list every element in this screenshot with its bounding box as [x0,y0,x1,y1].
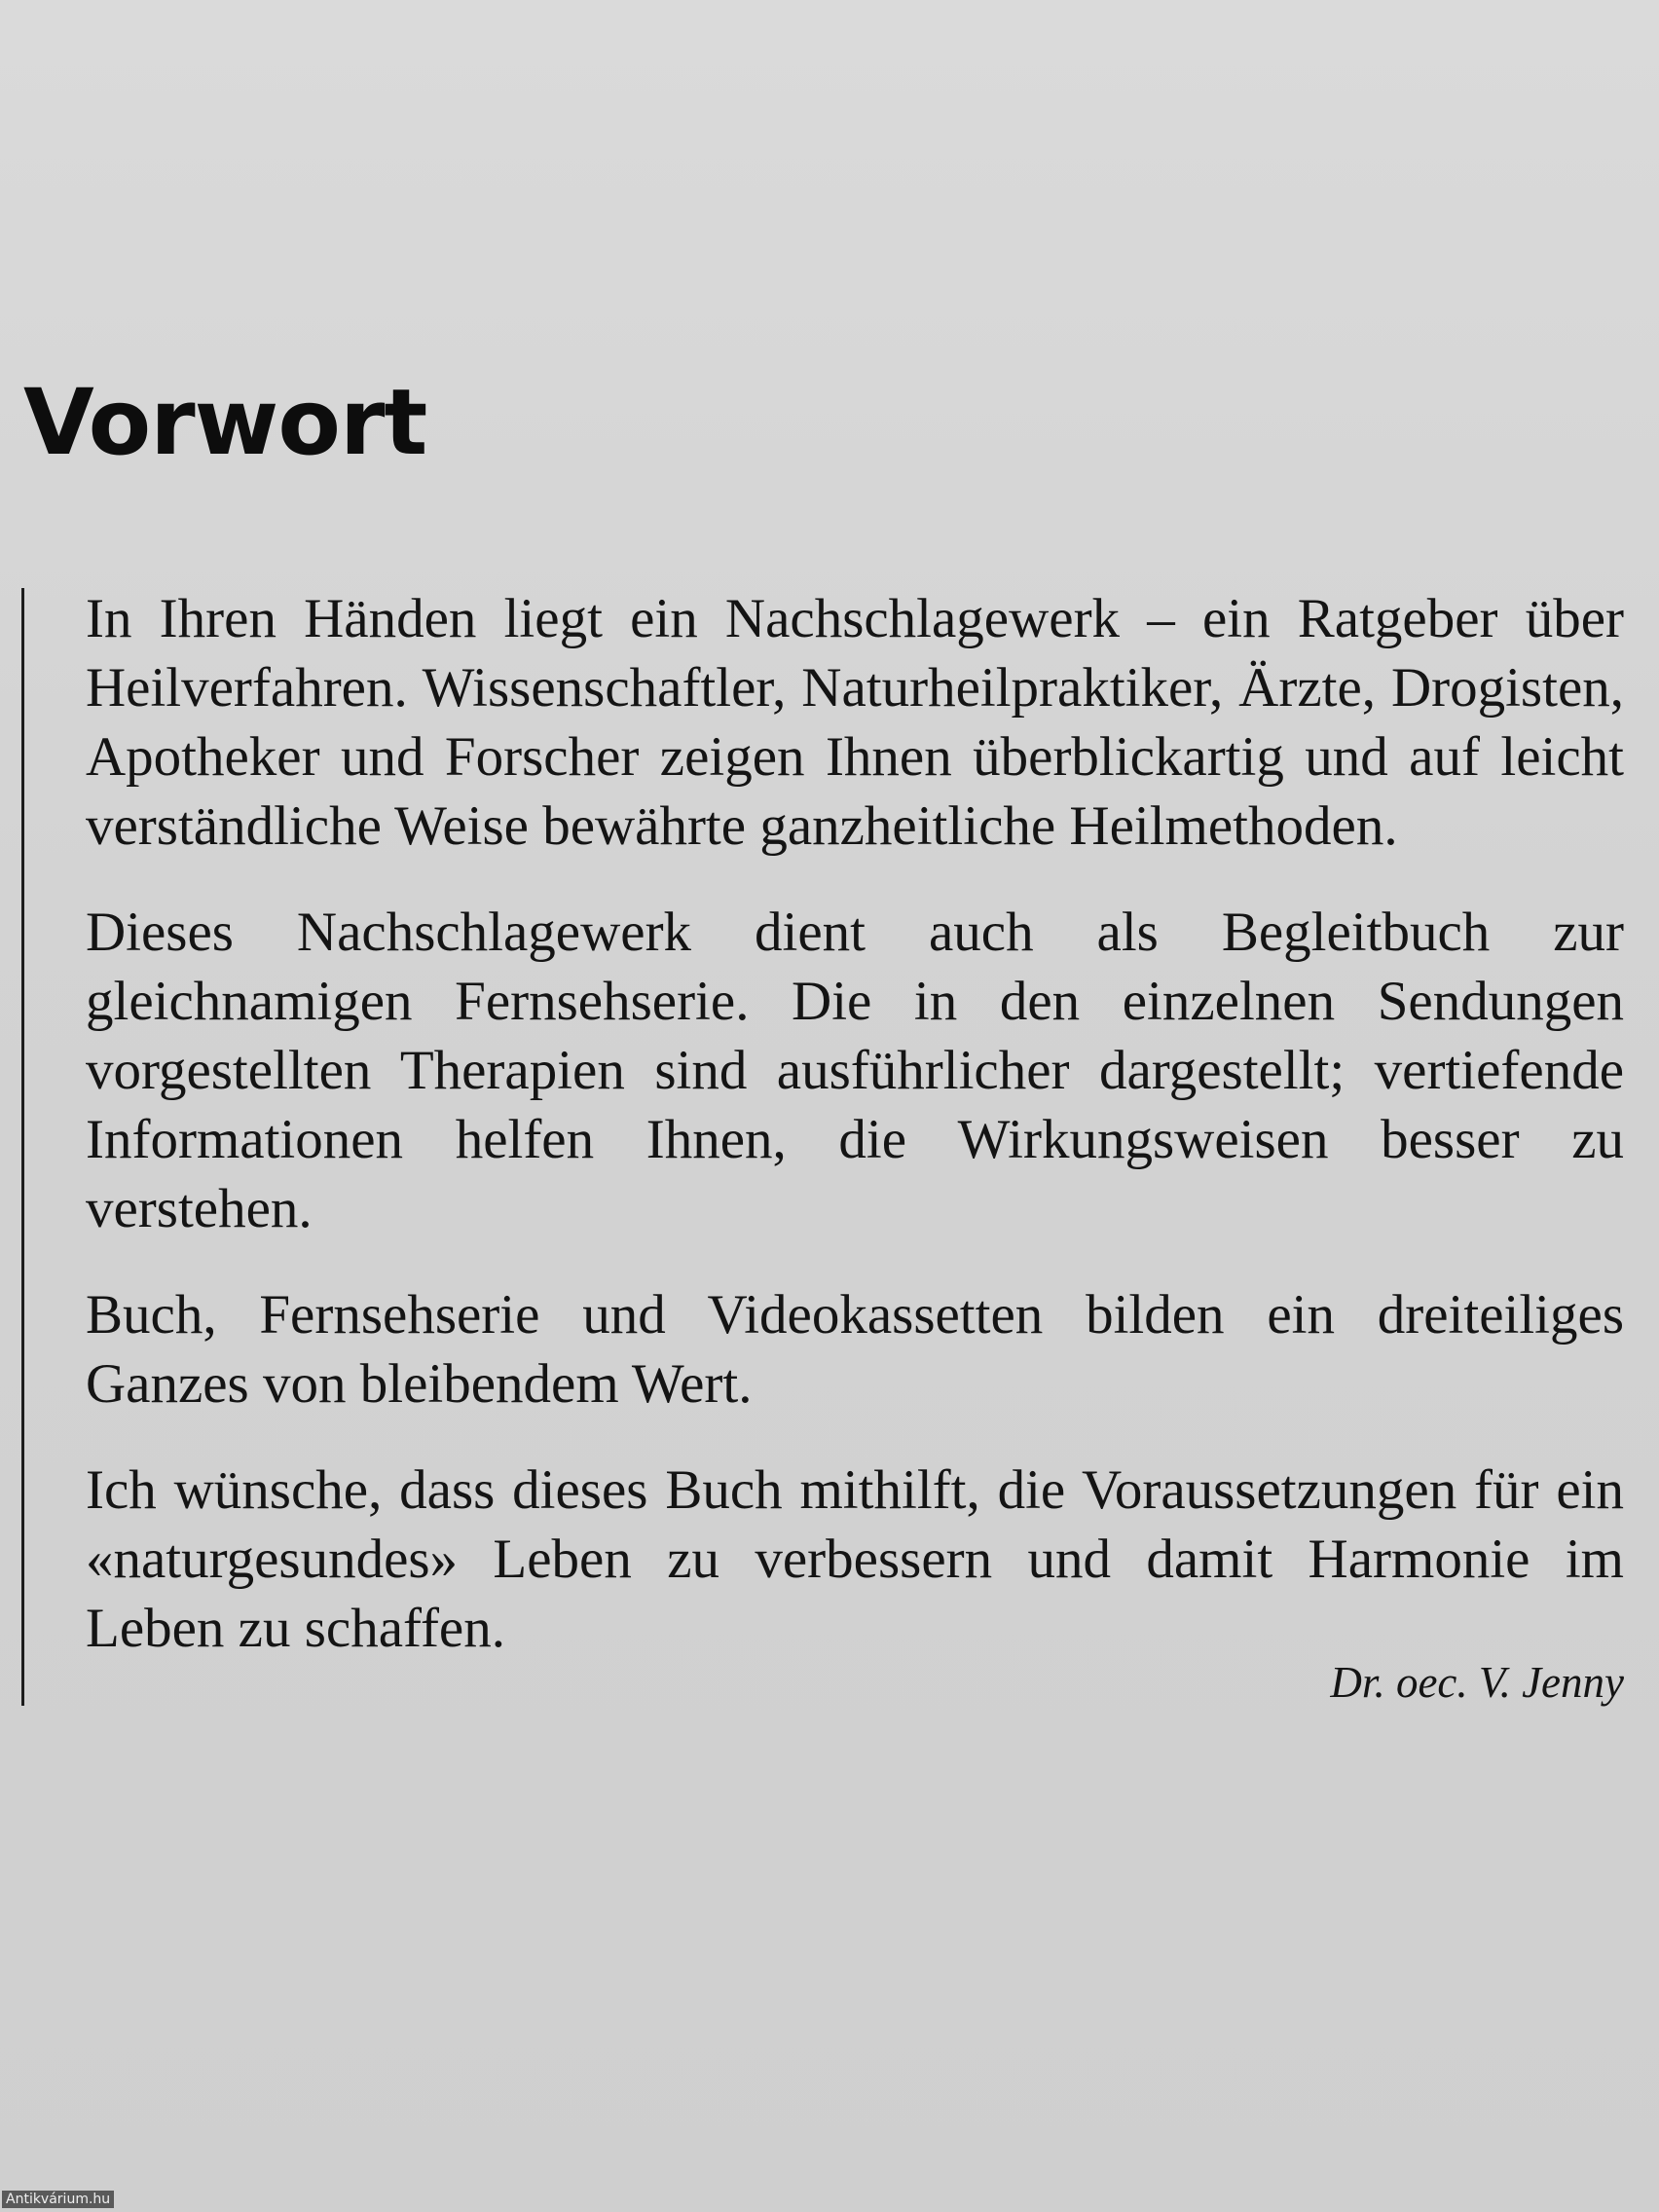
author-signature: Dr. oec. V. Jenny [1330,1658,1624,1707]
paragraph-2: Dieses Nachschlagewerk dient auch als Begleitbuch zur gleichnamigen Fernsehserie. Die in den einzelnen Sendungen vorgestellten Therapien sind ausführlicher dargestellt; vertiefende Informationen helfen Ihnen, die Wirkungsweisen besser zu verstehen. [86,902,1624,1239]
margin-rule [21,588,24,1706]
paragraph-1: In Ihren Händen liegt ein Nachschlagewerk – ein Ratgeber über Heilverfahren. Wissenschaftler, Naturheilpraktiker, Ärzte, Drogisten, Apotheker und Forscher zeigen Ihnen überblickartig und auf leicht verständliche Weise bewährte ganzheitliche Heilmethoden. [86,588,1624,857]
page-title: Vorwort [23,370,427,476]
foreword-body [86,584,1624,1700]
paragraph-4: Ich wünsche, dass dieses Buch mithilft, die Voraussetzungen für ein «naturgesundes» Leben zu verbessern und damit Harmonie im Leben zu schaffen. [86,1459,1624,1659]
paragraph-3: Buch, Fernsehserie und Videokassetten bilden ein dreiteiliges Ganzes von bleibendem Wert. [86,1284,1624,1415]
watermark: Antikvárium.hu [2,2191,114,2208]
